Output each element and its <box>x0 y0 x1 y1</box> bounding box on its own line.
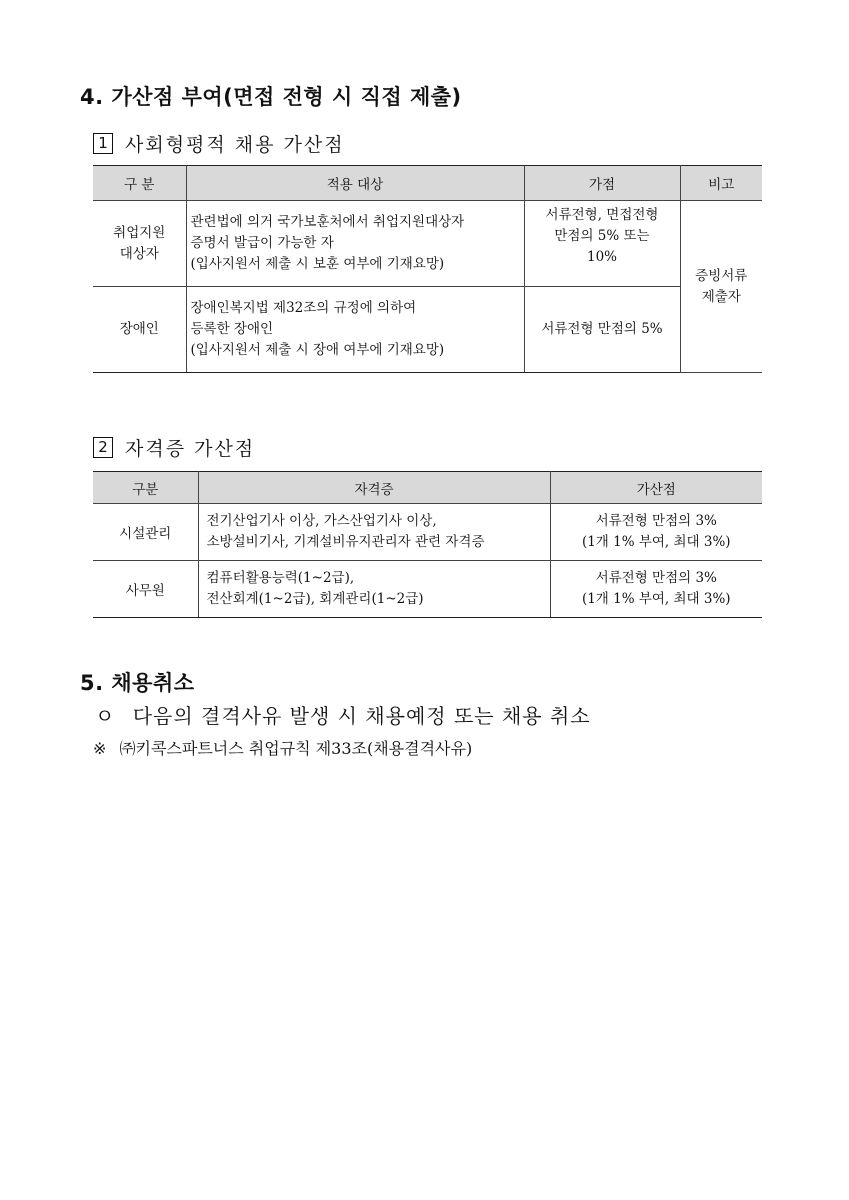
subsection-2-number: 2 <box>93 437 113 458</box>
bonus-line: (1개 1% 부여, 최대 3%) <box>581 534 731 550</box>
certificate-line: 전기산업기사 이상, 가스산업기사 이상, <box>206 513 437 529</box>
points-line: 서류전형 만점의 5% <box>541 321 663 337</box>
bonus-line: (1개 1% 부여, 최대 3%) <box>581 591 731 607</box>
column-header-remark: 비고 <box>680 166 762 201</box>
bonus-cell <box>550 561 762 618</box>
subsection-1-heading <box>93 130 345 157</box>
table-header-row <box>93 472 762 504</box>
points-line: 10% <box>586 249 617 265</box>
target-cell <box>186 201 524 287</box>
category-cell <box>93 287 186 373</box>
certificate-line: 전산회계(1~2급), 회계관리(1~2급) <box>206 591 424 607</box>
category-line: 취업지원 <box>113 224 166 241</box>
bonus-cell <box>550 504 762 561</box>
cancellation-bullet <box>95 700 591 729</box>
note-text: ㈜키콕스파트너스 취업규칙 제33조(채용결격사유) <box>119 739 473 758</box>
table-row <box>93 201 762 287</box>
column-header-certificate: 자격증 <box>198 472 550 504</box>
points-line: 만점의 5% 또는 <box>554 228 650 244</box>
bullet-symbol: ㅇ <box>95 704 116 728</box>
bonus-line: 서류전형 만점의 3% <box>595 570 717 586</box>
remark-cell <box>680 201 762 373</box>
subsection-1-title: 사회형평적 채용 가산점 <box>125 134 345 156</box>
category-cell <box>93 201 186 287</box>
section-5-title: 5. 채용취소 <box>80 671 195 695</box>
column-header-category: 구분 <box>93 472 198 504</box>
column-header-points: 가점 <box>524 166 680 201</box>
remark-line: 증빙서류 <box>695 267 748 284</box>
points-cell <box>524 201 680 287</box>
target-cell <box>186 287 524 373</box>
category-cell: 사무원 <box>93 561 198 618</box>
target-line: 증명서 발급이 가능한 자 <box>190 235 334 251</box>
table-row <box>93 504 762 561</box>
category-line: 장애인 <box>119 321 159 337</box>
category-cell: 시설관리 <box>93 504 198 561</box>
subsection-2-title: 자격증 가산점 <box>125 438 256 460</box>
target-line: (입사지원서 제출 시 보훈 여부에 기재요망) <box>190 256 445 272</box>
subsection-1-number: 1 <box>93 133 113 154</box>
column-header-category: 구 분 <box>93 166 186 201</box>
certificate-bonus-table <box>93 471 762 618</box>
section-4-title: 4. 가산점 부여(면접 전형 시 직접 제출) <box>80 85 462 109</box>
certificate-line: 소방설비기사, 기계설비유지관리자 관련 자격증 <box>206 534 485 550</box>
table-row <box>93 287 762 373</box>
remark-line: 제출자 <box>701 288 741 305</box>
target-line: 관련법에 의거 국가보훈처에서 취업지원대상자 <box>190 214 465 230</box>
subsection-2-heading <box>93 434 255 461</box>
certificate-cell <box>198 561 550 618</box>
target-line: 장애인복지법 제32조의 규정에 의하여 <box>190 300 417 316</box>
table-header-row <box>93 166 762 201</box>
column-header-target: 적용 대상 <box>186 166 524 201</box>
note-symbol: ※ <box>93 739 107 758</box>
social-equity-bonus-table <box>93 165 762 373</box>
column-header-bonus: 가산점 <box>550 472 762 504</box>
target-line: (입사지원서 제출 시 장애 여부에 기재요망) <box>190 342 445 358</box>
reference-note <box>93 736 472 759</box>
table-row <box>93 561 762 618</box>
points-line: 서류전형, 면접전형 <box>545 207 659 223</box>
bonus-line: 서류전형 만점의 3% <box>595 513 717 529</box>
target-line: 등록한 장애인 <box>190 321 274 337</box>
category-line: 대상자 <box>119 245 159 262</box>
certificate-cell <box>198 504 550 561</box>
points-cell <box>524 287 680 373</box>
certificate-line: 컴퓨터활용능력(1~2급), <box>206 570 355 586</box>
bullet-text: 다음의 결격사유 발생 시 채용예정 또는 채용 취소 <box>132 704 591 728</box>
